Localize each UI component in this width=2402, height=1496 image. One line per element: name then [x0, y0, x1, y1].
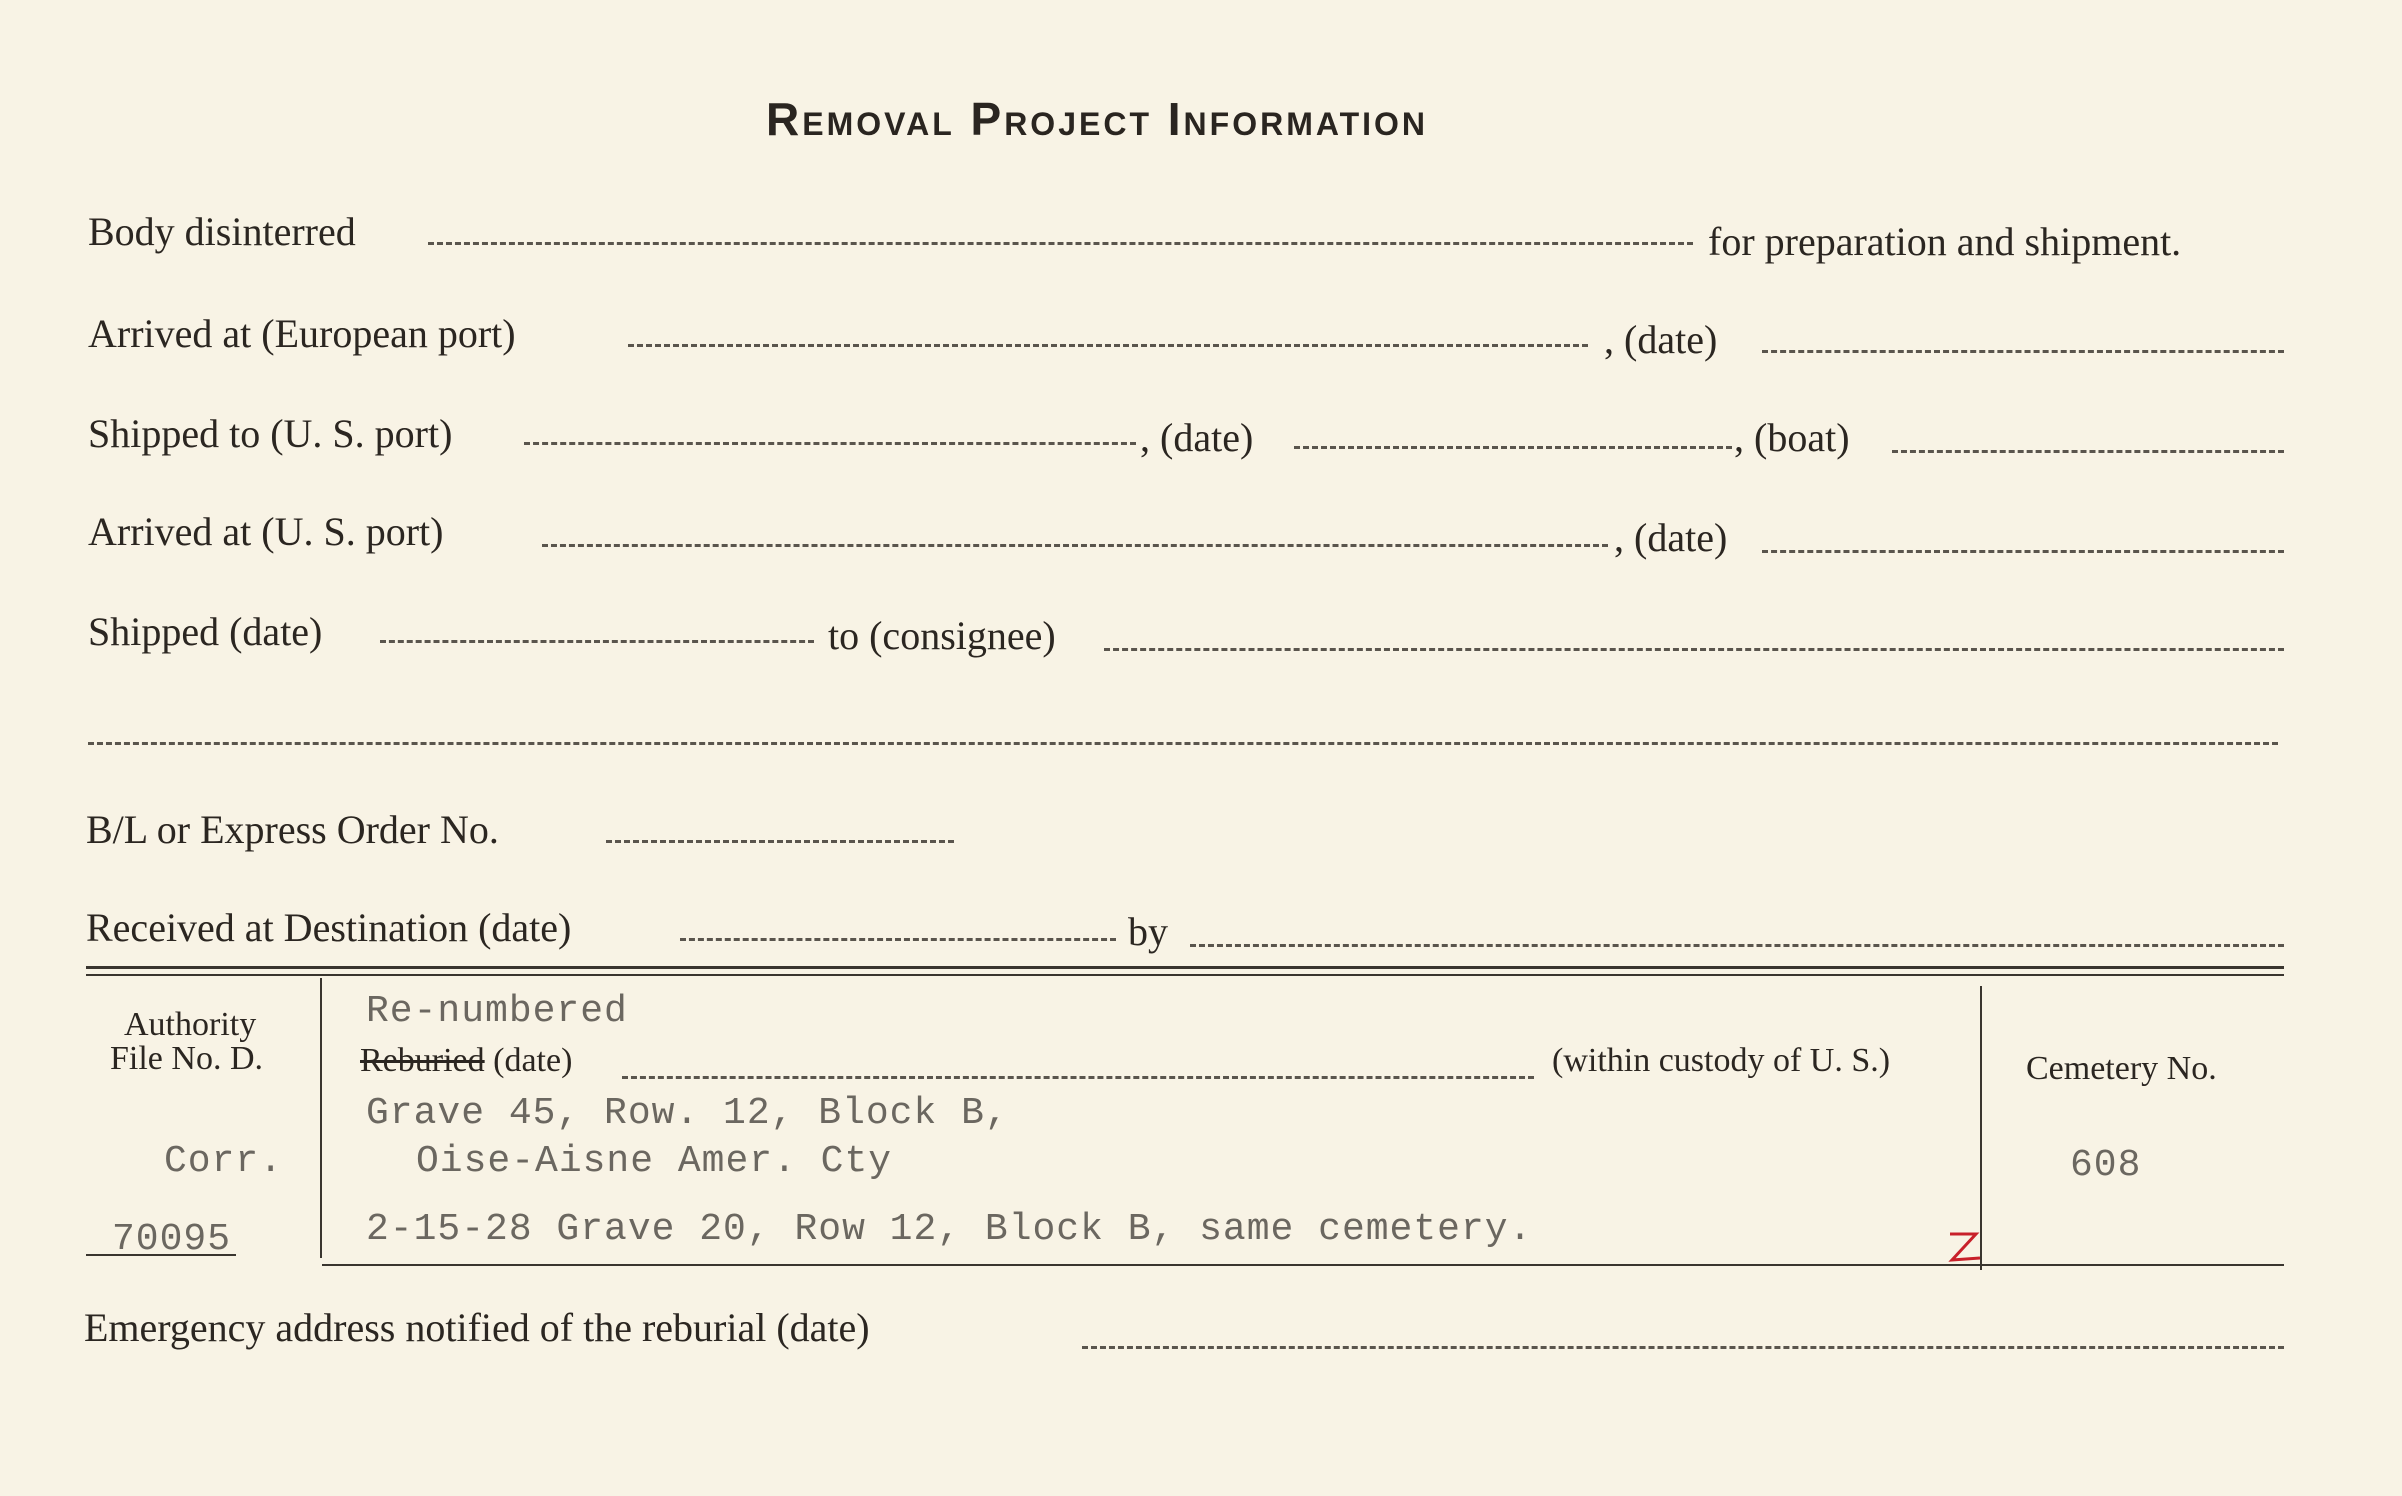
consignee-continuation-blank	[88, 742, 2278, 745]
emergency-address-label: Emergency address notified of the reburial (date)	[84, 1305, 870, 1350]
table-divider-left	[320, 978, 322, 1258]
shipped-to-us-port-blank	[524, 442, 1136, 445]
reburied-date-label: (date)	[484, 1042, 573, 1079]
shipped-to-us-date-label: , (date)	[1140, 415, 1254, 460]
cemetery-no-label: Cemetery No.	[2026, 1050, 2217, 1087]
arrived-us-date-blank	[1762, 550, 2284, 553]
shipped-to-us-boat-blank	[1892, 450, 2284, 453]
reburial-entry: 2-15-28 Grave 20, Row 12, Block B, same cemetery.	[366, 1208, 1533, 1251]
arrived-european-port-label: Arrived at (European port)	[88, 311, 516, 356]
received-by-blank	[1190, 944, 2284, 947]
shipped-to-us-port-label: Shipped to (U. S. port)	[88, 411, 453, 456]
check-mark-icon	[1944, 1228, 1984, 1268]
renumbered-note: Re-numbered	[366, 990, 628, 1033]
body-disinterred-blank	[428, 242, 1693, 245]
card-title: Removal Project Information	[766, 93, 1429, 145]
received-by-label: by	[1128, 909, 1168, 954]
body-disinterred-label: Body disinterred	[88, 209, 356, 254]
emergency-address-blank	[1082, 1346, 2284, 1349]
bl-express-order-blank	[606, 840, 954, 843]
bl-express-order-label: B/L or Express Order No.	[86, 807, 499, 852]
file-number-value: 70095	[112, 1218, 232, 1261]
shipped-to-us-boat-label: , (boat)	[1734, 415, 1850, 460]
arrived-us-date-label: , (date)	[1614, 515, 1728, 560]
received-destination-label: Received at Destination (date)	[86, 905, 572, 950]
body-disinterred-suffix: for preparation and shipment.	[1708, 219, 2182, 264]
cemetery-no-value: 608	[2070, 1144, 2142, 1187]
table-bottom-rule	[322, 1264, 2284, 1266]
authority-label: Authority	[124, 1006, 257, 1043]
section-divider-top	[86, 966, 2284, 969]
arrived-european-port-blank	[628, 344, 1588, 347]
shipped-date-blank	[380, 640, 814, 643]
consignee-label: to (consignee)	[828, 613, 1056, 658]
arrived-us-port-blank	[542, 544, 1608, 547]
consignee-blank	[1104, 648, 2284, 651]
file-no-label: File No. D.	[110, 1040, 263, 1077]
corr-value: Corr.	[164, 1140, 284, 1183]
shipped-date-label: Shipped (date)	[88, 609, 323, 654]
custody-label: (within custody of U. S.)	[1552, 1042, 1891, 1079]
arrived-european-date-blank	[1762, 350, 2284, 353]
reburied-date-blank	[622, 1076, 1534, 1079]
arrived-european-date-label: , (date)	[1604, 317, 1718, 362]
section-divider-bottom	[86, 974, 2284, 976]
grave-location-line1: Grave 45, Row. 12, Block B,	[366, 1092, 1009, 1135]
received-destination-date-blank	[680, 938, 1116, 941]
shipped-to-us-date-blank	[1294, 446, 1732, 449]
reburied-label-struck: Reburied	[360, 1042, 485, 1079]
grave-location-line2: Oise-Aisne Amer. Cty	[416, 1140, 893, 1183]
arrived-us-port-label: Arrived at (U. S. port)	[88, 509, 444, 554]
